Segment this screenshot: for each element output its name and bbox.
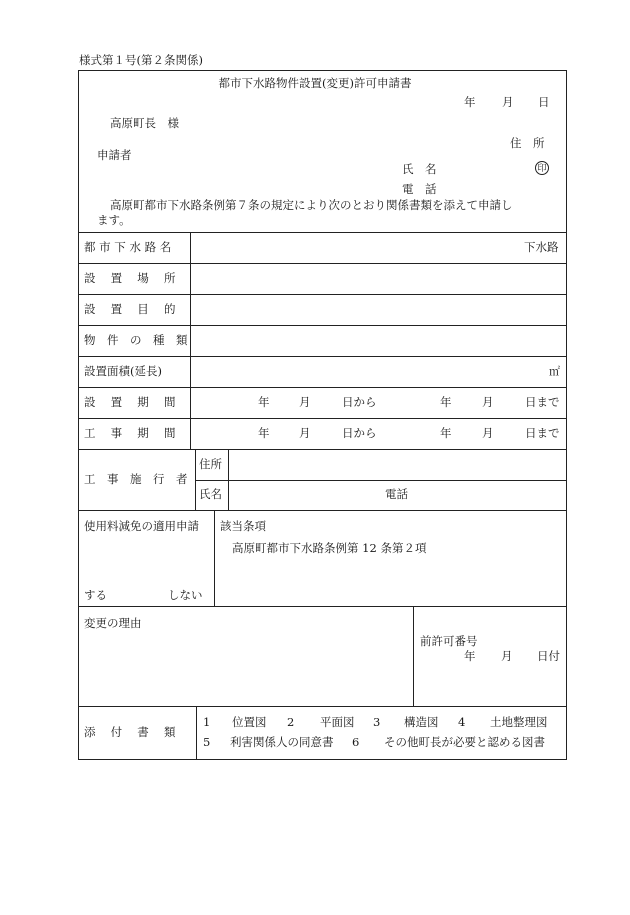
work-from-month: 月 xyxy=(299,426,311,440)
work-to-year: 年 xyxy=(440,426,452,440)
divider xyxy=(78,510,567,511)
form-title: 都市下水路物件設置(変更)許可申請書 xyxy=(218,76,412,90)
contractor-label: 工 事 施 行 者 xyxy=(84,472,188,486)
divider xyxy=(78,263,567,264)
divider xyxy=(195,449,196,510)
divider xyxy=(228,449,229,510)
attachment-num: 1 xyxy=(203,715,211,729)
attachment-num: 5 xyxy=(203,735,211,749)
work-to-day: 日まで xyxy=(525,426,560,440)
statement-line-1: 高原町都市下水路条例第７条の規定により次のとおり関係書類を添えて申請し xyxy=(110,198,513,212)
divider xyxy=(78,325,567,326)
work-to-month: 月 xyxy=(482,426,494,440)
divider xyxy=(196,706,197,760)
location-label: 設 置 場 所 xyxy=(84,271,176,285)
divider xyxy=(78,356,567,357)
work-from-year: 年 xyxy=(258,426,270,440)
statement-line-2: ます。 xyxy=(97,213,131,227)
form-number: 様式第１号(第２条関係) xyxy=(79,53,203,67)
divider xyxy=(78,294,567,295)
divider xyxy=(214,510,215,606)
attachment-num: 6 xyxy=(352,735,360,749)
attachment-item: 利害関係人の同意書 xyxy=(230,735,334,749)
sewer-name-label: 都 市 下 水 路 名 xyxy=(84,240,172,254)
install-from-day: 日から xyxy=(342,395,377,409)
area-label: 設置面積(延長) xyxy=(84,364,162,378)
date-day: 日 xyxy=(538,95,550,109)
clause-label: 該当条項 xyxy=(220,519,266,533)
attachment-num: 4 xyxy=(458,715,466,729)
attachment-num: 2 xyxy=(287,715,295,729)
divider xyxy=(413,606,414,706)
application-form-frame xyxy=(78,70,567,760)
seal-mark: 印 xyxy=(535,161,549,175)
install-from-month: 月 xyxy=(299,395,311,409)
applicant-name-label: 氏 名 xyxy=(402,162,437,176)
divider xyxy=(78,232,567,233)
prev-permit-day: 日付 xyxy=(537,649,560,663)
attachment-num: 3 xyxy=(373,715,381,729)
contractor-phone-label: 電話 xyxy=(385,487,408,501)
divider xyxy=(78,606,567,607)
fee-reduction-label: 使用料減免の適用申請 xyxy=(84,519,199,533)
install-to-day: 日まで xyxy=(525,395,560,409)
divider xyxy=(78,706,567,707)
date-month: 月 xyxy=(502,95,514,109)
date-year: 年 xyxy=(464,95,476,109)
fee-reduction-yes: する xyxy=(84,588,107,602)
contractor-name-label: 氏名 xyxy=(199,487,222,501)
attachment-item: 位置図 xyxy=(232,715,267,729)
kind-label: 物 件 の 種 類 xyxy=(84,333,188,347)
attachments-label: 添 付 書 類 xyxy=(84,725,176,739)
attachment-item: 平面図 xyxy=(320,715,355,729)
area-unit: ㎡ xyxy=(549,365,560,378)
fee-reduction-no: しない xyxy=(168,588,203,602)
attachment-item: 土地整理図 xyxy=(490,715,548,729)
prev-permit-month: 月 xyxy=(501,649,513,663)
divider xyxy=(78,387,567,388)
applicant-label: 申請者 xyxy=(97,148,132,162)
change-reason-label: 変更の理由 xyxy=(84,616,142,630)
applicant-address-label: 住 所 xyxy=(510,136,545,150)
clause-text: 高原町都市下水路条例第 12 条第２項 xyxy=(232,541,427,555)
install-to-month: 月 xyxy=(482,395,494,409)
divider xyxy=(78,449,567,450)
divider xyxy=(190,232,191,449)
install-from-year: 年 xyxy=(258,395,270,409)
divider xyxy=(78,418,567,419)
work-period-label: 工 事 期 間 xyxy=(84,426,176,440)
install-period-label: 設 置 期 間 xyxy=(84,395,176,409)
work-from-day: 日から xyxy=(342,426,377,440)
divider xyxy=(195,480,567,481)
prev-permit-year: 年 xyxy=(464,649,476,663)
attachment-item: 構造図 xyxy=(404,715,439,729)
applicant-phone-label: 電 話 xyxy=(402,182,437,196)
sewer-name-suffix: 下水路 xyxy=(524,240,559,254)
contractor-address-label: 住所 xyxy=(199,457,222,471)
prev-permit-label: 前許可番号 xyxy=(420,634,478,648)
addressee: 高原町長 様 xyxy=(110,116,179,130)
purpose-label: 設 置 目 的 xyxy=(84,302,176,316)
install-to-year: 年 xyxy=(440,395,452,409)
attachment-item: その他町長が必要と認める図書 xyxy=(384,735,545,749)
